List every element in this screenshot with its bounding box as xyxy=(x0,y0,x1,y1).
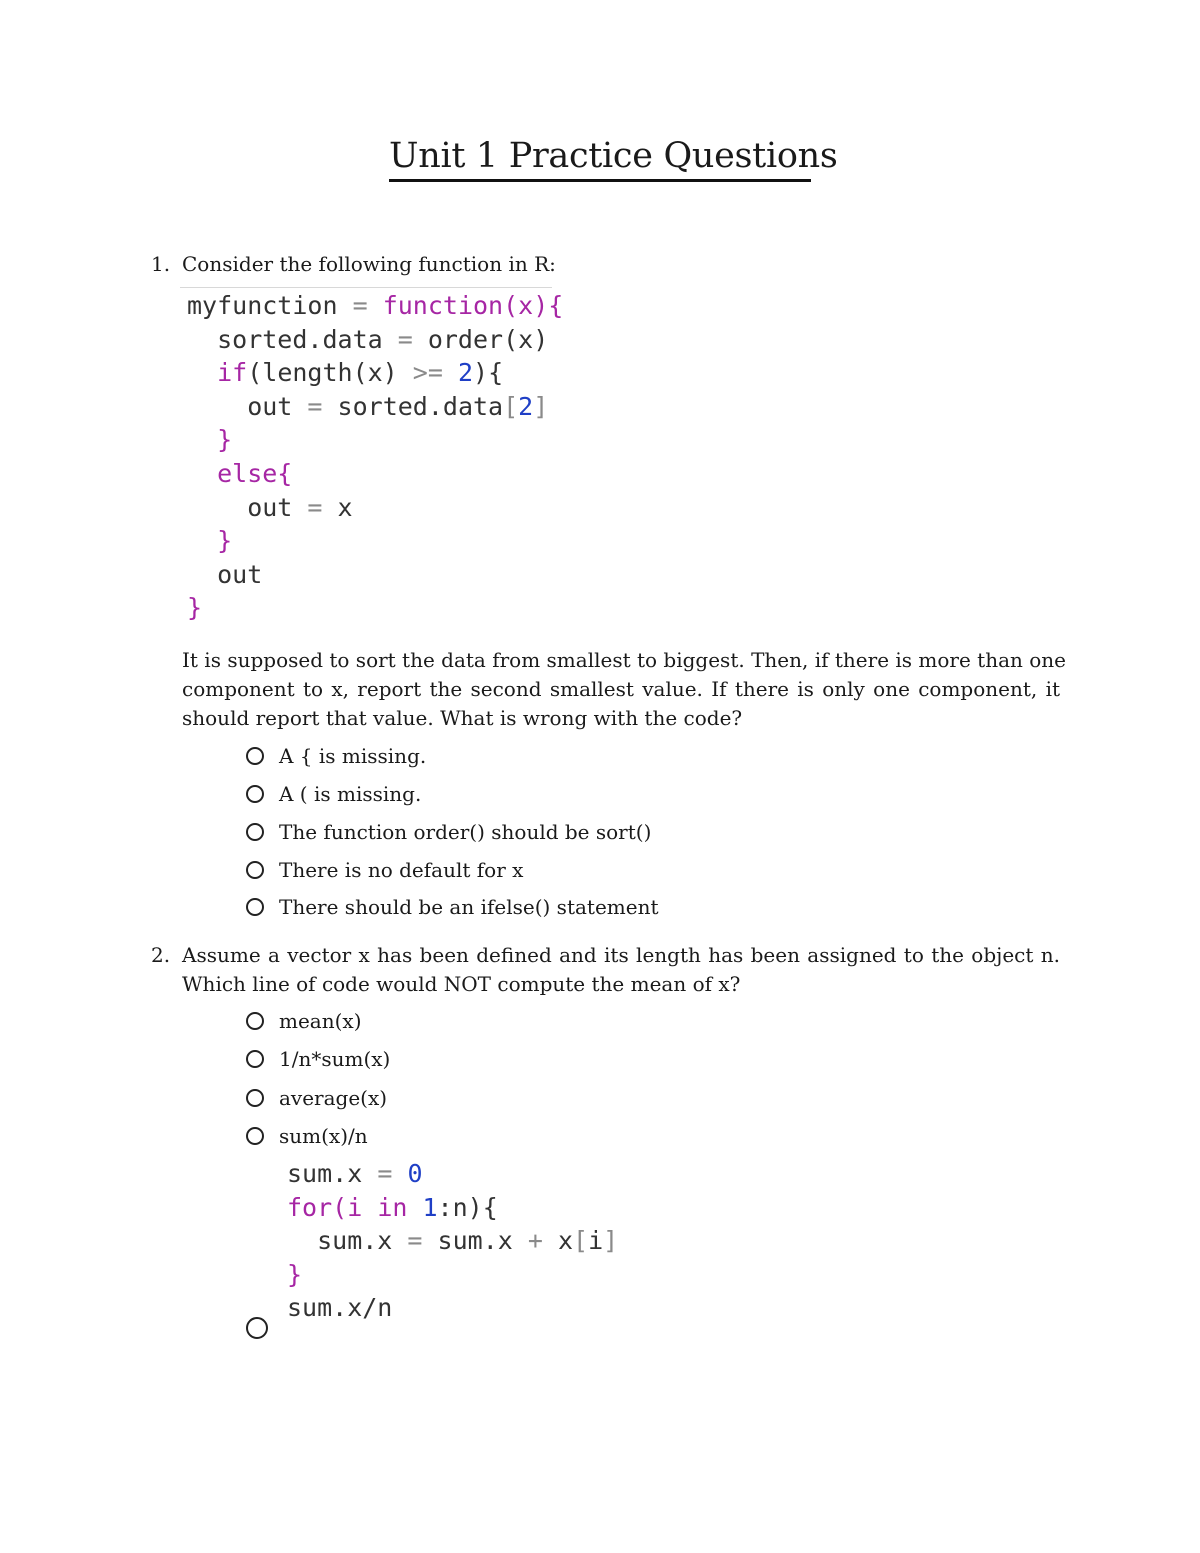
option-label: There is no default for x xyxy=(279,858,524,882)
option-label: A ( is missing. xyxy=(279,782,422,806)
code-token: (length(x) xyxy=(247,358,413,388)
code-line xyxy=(187,390,563,424)
option-label: average(x) xyxy=(279,1086,388,1110)
q2-option-b[interactable] xyxy=(246,1045,390,1073)
radio-button-icon[interactable] xyxy=(246,898,264,916)
code-token: } xyxy=(187,593,203,623)
prompt-line: Assume a vector x has been defined and its length has been assigned to the object n. xyxy=(182,943,1060,967)
description-line: should report that value. What is wrong with the code? xyxy=(182,706,743,730)
code-token: } xyxy=(187,526,233,556)
description-line: It is supposed to sort the data from smallest to biggest. Then, if there is more than one xyxy=(182,648,1067,672)
code-token: = xyxy=(307,391,323,421)
code-line xyxy=(187,491,563,525)
code-line xyxy=(187,558,563,592)
code-token: out xyxy=(187,492,308,522)
code-token: (i xyxy=(332,1192,378,1222)
description-line: component to x, report the second smallest value. If there is only one component, it xyxy=(182,677,1060,701)
option-label: sum(x)/n xyxy=(279,1124,368,1148)
q2-option-d[interactable] xyxy=(246,1122,368,1150)
code-token: i xyxy=(588,1226,604,1256)
q1-option-b[interactable] xyxy=(246,780,421,808)
prompt-line: Which line of code would NOT compute the mean of x? xyxy=(182,972,741,996)
code-line xyxy=(187,591,563,625)
option-label: 1/n*sum(x) xyxy=(279,1047,391,1071)
code-line xyxy=(187,289,563,323)
code-token: out xyxy=(187,391,308,421)
code-line xyxy=(187,323,563,357)
q2-option-e-radio-icon[interactable] xyxy=(246,1317,268,1339)
code-token: = xyxy=(377,1159,393,1188)
q2-option-a[interactable] xyxy=(246,1007,362,1035)
code-token: sum.x/n xyxy=(287,1293,393,1323)
code-token: } xyxy=(187,425,233,455)
code-line xyxy=(187,457,563,491)
code-line xyxy=(287,1191,618,1225)
option-label: The function order() should be sort() xyxy=(279,820,652,844)
code-token: sorted.data xyxy=(322,391,504,421)
code-token: 2 xyxy=(457,358,474,388)
code-token: out xyxy=(187,559,263,589)
code-block-top-rule xyxy=(180,287,552,288)
code-token: [ xyxy=(573,1226,589,1256)
question-1-prompt: Consider the following function in R: xyxy=(182,252,556,276)
code-line xyxy=(187,356,563,390)
code-line xyxy=(287,1291,618,1325)
code-token: = xyxy=(352,291,368,320)
code-token: x xyxy=(322,492,353,522)
code-line xyxy=(287,1258,618,1292)
code-line xyxy=(187,524,563,558)
code-line xyxy=(287,1157,618,1191)
code-token: function(x){ xyxy=(367,291,564,320)
code-token: sum.x xyxy=(422,1226,528,1256)
code-token: x xyxy=(542,1226,574,1256)
question-1-description xyxy=(182,646,1067,733)
code-token xyxy=(407,1193,422,1222)
code-token: 0 xyxy=(407,1159,423,1188)
question-2-number: 2. xyxy=(151,943,171,967)
radio-button-icon[interactable] xyxy=(246,1012,264,1030)
option-label: mean(x) xyxy=(279,1009,362,1033)
option-label: A { is missing. xyxy=(279,744,427,768)
page-title: Unit 1 Practice Questions xyxy=(389,133,811,182)
code-token: sorted.data xyxy=(187,324,398,354)
q1-option-c[interactable] xyxy=(246,818,651,846)
code-token: = xyxy=(397,324,413,354)
code-line xyxy=(187,423,563,457)
code-token: sum.x xyxy=(287,1226,408,1256)
question-1-code-block xyxy=(187,289,563,625)
radio-button-icon[interactable] xyxy=(246,785,264,803)
code-token: if xyxy=(187,358,248,388)
radio-button-icon[interactable] xyxy=(246,861,264,879)
code-token: ] xyxy=(603,1226,619,1256)
code-token: for xyxy=(287,1192,333,1222)
option-label: There should be an ifelse() statement xyxy=(279,895,659,919)
radio-button-icon[interactable] xyxy=(246,747,264,765)
q2-option-c[interactable] xyxy=(246,1084,387,1112)
code-token: in xyxy=(377,1192,408,1222)
q1-option-a[interactable] xyxy=(246,742,426,770)
q1-option-d[interactable] xyxy=(246,856,523,884)
code-token: + xyxy=(527,1226,543,1256)
code-line xyxy=(287,1224,618,1258)
code-token: 1 xyxy=(422,1192,438,1222)
code-token: order(x) xyxy=(412,324,549,354)
code-token: = xyxy=(307,492,323,522)
code-token: >= xyxy=(412,358,443,388)
q1-option-e[interactable] xyxy=(246,893,659,921)
code-token: = xyxy=(407,1226,423,1256)
code-token xyxy=(443,358,458,387)
code-token: [ xyxy=(503,391,519,421)
code-token: 2 xyxy=(518,391,534,421)
question-1-number: 1. xyxy=(151,252,171,276)
code-token: :n){ xyxy=(437,1192,498,1222)
q2-option-e-code-block xyxy=(287,1157,618,1325)
question-2-prompt xyxy=(182,941,1060,999)
code-token xyxy=(392,1159,407,1188)
code-token: myfunction xyxy=(187,291,353,320)
code-token: } xyxy=(287,1259,303,1289)
code-token: ] xyxy=(533,391,549,421)
radio-button-icon[interactable] xyxy=(246,1089,264,1107)
code-token: sum.x xyxy=(287,1159,378,1188)
code-token: else{ xyxy=(187,458,293,488)
radio-button-icon[interactable] xyxy=(246,823,264,841)
code-token: ){ xyxy=(473,358,504,388)
radio-button-icon[interactable] xyxy=(246,1050,264,1068)
radio-button-icon[interactable] xyxy=(246,1127,264,1145)
